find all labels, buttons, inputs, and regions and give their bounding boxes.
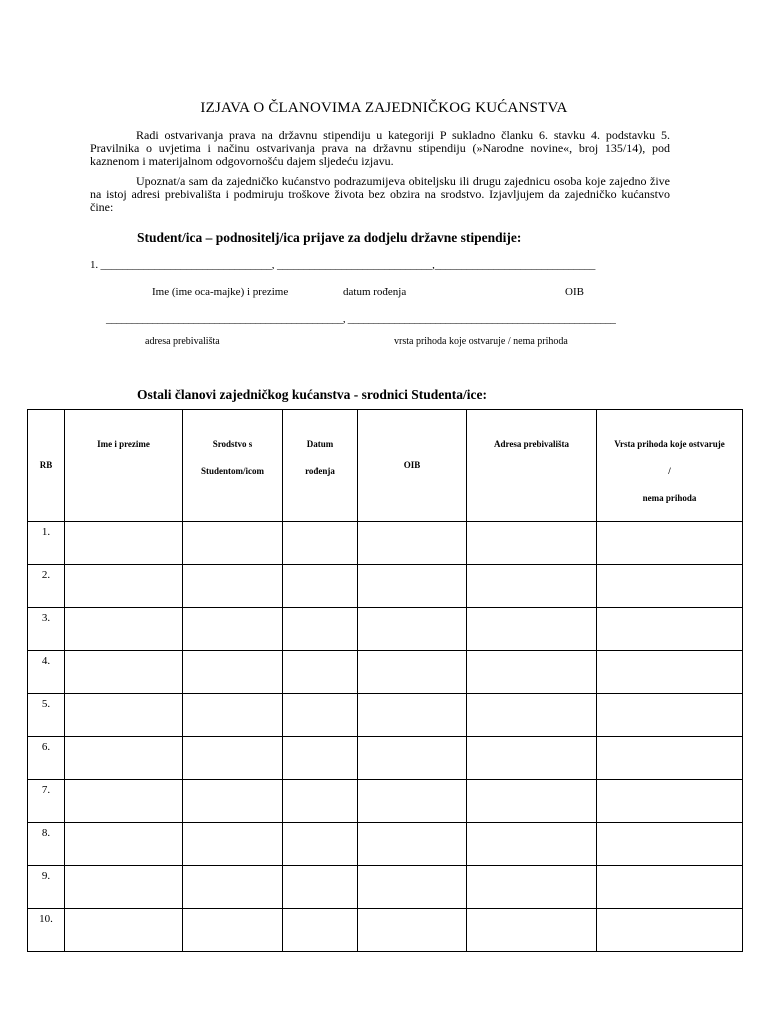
relation-cell[interactable] bbox=[183, 909, 283, 952]
row-number: 2. bbox=[28, 565, 65, 608]
applicant-line-1[interactable]: 1. ________________________________, _____________________________,______________________________ bbox=[90, 259, 596, 271]
row-number: 4. bbox=[28, 651, 65, 694]
date-of-birth-cell[interactable] bbox=[283, 694, 358, 737]
table-row bbox=[28, 866, 743, 909]
name-cell[interactable] bbox=[65, 608, 183, 651]
row-number: 9. bbox=[28, 866, 65, 909]
col-income: Vrsta prihoda koje ostvaruje / nema prihoda bbox=[597, 410, 743, 522]
oib-cell[interactable] bbox=[358, 651, 467, 694]
relation-cell[interactable] bbox=[183, 866, 283, 909]
date-of-birth-cell[interactable] bbox=[283, 608, 358, 651]
intro-paragraph-2: Upoznat/a sam da zajedničko kućanstvo podrazumijeva obiteljsku ili drugu zajednicu osoba koje zajedno žive na istoj adresi prebivališta i podmiruju troškove života bez obzira na srodstvo. Izjavljujem da zajedničko kućanstvo čine: bbox=[90, 174, 670, 214]
name-cell[interactable] bbox=[65, 909, 183, 952]
date-of-birth-cell[interactable] bbox=[283, 780, 358, 823]
oib-cell[interactable] bbox=[358, 608, 467, 651]
income-cell[interactable] bbox=[597, 694, 743, 737]
row-number: 1. bbox=[28, 522, 65, 565]
row-number: 5. bbox=[28, 694, 65, 737]
date-of-birth-cell[interactable] bbox=[283, 522, 358, 565]
oib-cell[interactable] bbox=[358, 737, 467, 780]
relation-cell[interactable] bbox=[183, 522, 283, 565]
page-title: IZJAVA O ČLANOVIMA ZAJEDNIČKOG KUĆANSTVA bbox=[200, 100, 568, 116]
relation-cell[interactable] bbox=[183, 823, 283, 866]
oib-cell[interactable] bbox=[358, 823, 467, 866]
date-of-birth-cell[interactable] bbox=[283, 866, 358, 909]
row-number: 6. bbox=[28, 737, 65, 780]
name-cell[interactable] bbox=[65, 780, 183, 823]
date-of-birth-cell[interactable] bbox=[283, 651, 358, 694]
oib-cell[interactable] bbox=[358, 522, 467, 565]
relation-cell[interactable] bbox=[183, 651, 283, 694]
relation-cell[interactable] bbox=[183, 565, 283, 608]
table-row bbox=[28, 737, 743, 780]
address-cell[interactable] bbox=[467, 651, 597, 694]
oib-cell[interactable] bbox=[358, 909, 467, 952]
name-cell[interactable] bbox=[65, 737, 183, 780]
income-cell[interactable] bbox=[597, 565, 743, 608]
name-cell[interactable] bbox=[65, 823, 183, 866]
address-cell[interactable] bbox=[467, 608, 597, 651]
income-cell[interactable] bbox=[597, 780, 743, 823]
address-cell[interactable] bbox=[467, 780, 597, 823]
address-cell[interactable] bbox=[467, 909, 597, 952]
name-cell[interactable] bbox=[65, 565, 183, 608]
name-cell[interactable] bbox=[65, 651, 183, 694]
address-cell[interactable] bbox=[467, 737, 597, 780]
address-cell[interactable] bbox=[467, 565, 597, 608]
relation-cell[interactable] bbox=[183, 780, 283, 823]
table-row bbox=[28, 522, 743, 565]
table-row bbox=[28, 608, 743, 651]
date-of-birth-cell[interactable] bbox=[283, 909, 358, 952]
relation-cell[interactable] bbox=[183, 737, 283, 780]
income-cell[interactable] bbox=[597, 608, 743, 651]
col-address: Adresa prebivališta bbox=[467, 410, 597, 522]
col-name: Ime i prezime bbox=[65, 410, 183, 522]
name-cell[interactable] bbox=[65, 694, 183, 737]
row-number: 10. bbox=[28, 909, 65, 952]
row-number: 3. bbox=[28, 608, 65, 651]
members-heading: Ostali članovi zajedničkog kućanstva - srodnici Studenta/ice: bbox=[137, 387, 488, 402]
address-cell[interactable] bbox=[467, 694, 597, 737]
oib-cell[interactable] bbox=[358, 565, 467, 608]
address-cell[interactable] bbox=[467, 866, 597, 909]
name-cell[interactable] bbox=[65, 866, 183, 909]
date-of-birth-cell[interactable] bbox=[283, 737, 358, 780]
label-address: adresa prebivališta bbox=[145, 336, 220, 347]
label-date-of-birth: datum rođenja bbox=[343, 286, 407, 298]
label-oib: OIB bbox=[565, 286, 584, 298]
oib-cell[interactable] bbox=[358, 780, 467, 823]
relation-cell[interactable] bbox=[183, 608, 283, 651]
table-header-row bbox=[28, 410, 743, 522]
income-cell[interactable] bbox=[597, 866, 743, 909]
income-cell[interactable] bbox=[597, 823, 743, 866]
income-cell[interactable] bbox=[597, 651, 743, 694]
income-cell[interactable] bbox=[597, 737, 743, 780]
name-cell[interactable] bbox=[65, 522, 183, 565]
members-table bbox=[27, 409, 743, 952]
table-row bbox=[28, 823, 743, 866]
table-row bbox=[28, 780, 743, 823]
address-cell[interactable] bbox=[467, 522, 597, 565]
date-of-birth-cell[interactable] bbox=[283, 565, 358, 608]
address-cell[interactable] bbox=[467, 823, 597, 866]
date-of-birth-cell[interactable] bbox=[283, 823, 358, 866]
label-name: Ime (ime oca-majke) i prezime bbox=[152, 286, 289, 298]
income-cell[interactable] bbox=[597, 522, 743, 565]
table-row bbox=[28, 565, 743, 608]
table-row bbox=[28, 909, 743, 952]
table-row bbox=[28, 694, 743, 737]
table-row bbox=[28, 651, 743, 694]
row-number: 8. bbox=[28, 823, 65, 866]
intro-paragraph-1: Radi ostvarivanja prava na državnu stipendiju u kategoriji P sukladno članku 6. stavku 4. podstavku 5. Pravilnika o uvjetima i načinu ostvarivanja prava na državnu stipendiju (»Narodne novine«, broj 135/14), pod kaznenom i materijalnom odgovornošću dajem sljedeću izjavu. bbox=[90, 128, 670, 168]
income-cell[interactable] bbox=[597, 909, 743, 952]
applicant-heading: Student/ica – podnositelj/ica prijave za dodjelu državne stipendije: bbox=[137, 230, 522, 245]
col-relation: Srodstvo s Studentom/icom bbox=[183, 410, 283, 522]
col-rb: RB bbox=[28, 410, 65, 522]
applicant-line-2[interactable]: ______________________________________________, ____________________________________________________ bbox=[106, 313, 616, 325]
col-date-of-birth: Datum rođenja bbox=[283, 410, 358, 522]
col-oib: OIB bbox=[358, 410, 467, 522]
row-number: 7. bbox=[28, 780, 65, 823]
oib-cell[interactable] bbox=[358, 694, 467, 737]
oib-cell[interactable] bbox=[358, 866, 467, 909]
label-income: vrsta prihoda koje ostvaruje / nema prihoda bbox=[394, 336, 568, 347]
relation-cell[interactable] bbox=[183, 694, 283, 737]
